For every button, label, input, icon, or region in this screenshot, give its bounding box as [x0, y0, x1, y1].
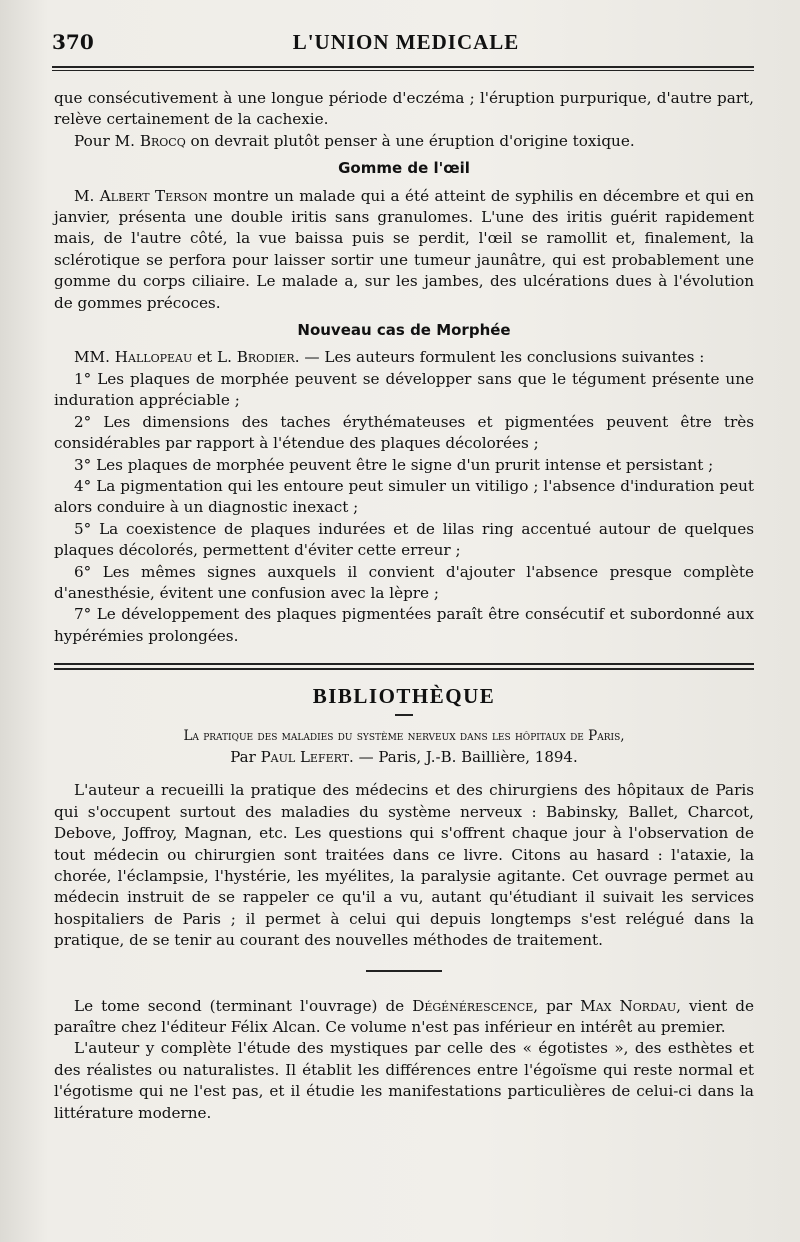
list-item: 5° La coexistence de plaques indurées et de lilas ring accentué autour de quelques plaques décolorés, permettent d'éviter cette erreur ; [54, 519, 754, 560]
text-run: , vient de paraître chez l'éditeur Félix Alcan. Ce volume n'est pas inférieur en intérêt au premier. [54, 996, 754, 1037]
conclusions-list [54, 369, 754, 647]
section-divider [54, 663, 754, 670]
text-run: montre un malade qui a été atteint de syphilis en décembre et qui en janvier, présenta une double iritis sans granulomes. L'une des iritis guérit rapidement mais, de l'autre côté, la vue baissa puis se perdit, l'œil se ramollit et, finalement, la sclérotique se perfora pour laisser sortir une tumeur jaunâtre, qui est probablement une gomme du corps ciliaire. Le malade a, sur les jambes, des ulcérations dues à l'évolution de gommes précoces. [54, 186, 754, 312]
list-item: 1° Les plaques de morphée peuvent se développer sans que le tégument présente une induration appréciable ; [54, 369, 754, 410]
author-name: Max Nordau [580, 996, 677, 1015]
header-rule [52, 66, 754, 71]
list-item: 4° La pigmentation qui les entoure peut simuler un vitiligo ; l'absence d'induration peut alors conduire à un diagnostic inexact ; [54, 476, 754, 517]
bibliotheque-title: BIBLIOTHÈQUE [312, 684, 496, 709]
text-run: , par [533, 996, 581, 1015]
author-name: Brocq [139, 131, 186, 150]
title-underline [395, 714, 413, 716]
list-item: 6° Les mêmes signes auxquels il convient d'ajouter l'absence presque complète d'anesthésie, évitent une confusion avec la lèpre ; [54, 562, 754, 602]
page-number: 370 [52, 30, 94, 54]
author-name: M. Albert Terson [74, 186, 208, 205]
section-heading-morphee: Nouveau cas de Morphée [297, 321, 511, 340]
intro-paragraph: que consécutivement à une longue période d'eczéma ; l'éruption purpurique, d'autre part, relève certainement de la cachexie. [54, 89, 754, 129]
author-name: Paul Lefert [260, 747, 350, 766]
text-run: on devrait plutôt penser à une éruption d'origine toxique. [185, 131, 635, 150]
morphee-intro [54, 347, 754, 368]
journal-title: L'UNION MEDICALE [292, 30, 520, 54]
list-item: 2° Les dimensions des taches érythémateuses et pigmentées peuvent être très considérables par rapport à l'étendue des plaques décolorées ; [54, 412, 754, 453]
book-title: La pratique des maladies du système nerveux dans les hôpitaux de Paris, [183, 727, 625, 744]
book-title-inline: Dégénérescence [412, 996, 534, 1015]
text-run: Le tome second (terminant l'ouvrage) de [74, 996, 413, 1015]
text-run: MM. [74, 348, 115, 367]
closing-paragraph: L'auteur y complète l'étude des mystiques par celle des « égotistes », des esthètes et des réalistes ou naturalistes. Il établit les différences entre l'égoïsme qui reste normal et l'égotisme qui ne l'est pas, et il étudie les manifestations particulières de celui-ci dans la littérature moderne. [54, 1039, 754, 1122]
gomme-paragraph [54, 186, 754, 314]
text-run: Par [230, 747, 261, 766]
notice-paragraph [54, 996, 754, 1039]
page-header [52, 30, 760, 70]
author-name: Brodier [236, 348, 295, 367]
text-run: . — Paris, J.-B. Baillière, 1894. [349, 747, 578, 766]
list-item: 7° Le développement des plaques pigmentées paraît être consécutif et subordonné aux hypérémies prolongées. [54, 605, 754, 645]
review-paragraph: L'auteur a recueilli la pratique des médecins et des chirurgiens des hôpitaux de Paris qui s'occupent surtout des maladies du système nerveux : Babinsky, Ballet, Charcot, Debove, Joffroy, Magnan, etc. Les questions qui s'offrent chaque jour à l'observation de tout médecin ou chirurgien sont traitées dans ce livre. Citons au hasard : l'ataxie, la chorée, l'éclampsie, l'hystérie, les myélites, la paralysie agitante. Cet ouvrage permet au médecin instruit de se rappeler ce qu'il a vu, autant qu'étudiant il suivait les services hospitaliers de Paris ; il permet à celui qui depuis longtemps s'est relégué dans la pratique, de se tenir au courant des nouvelles méthodes de traitement. [54, 781, 754, 950]
brocq-paragraph [54, 131, 754, 152]
text-run: et L. [192, 348, 237, 367]
list-item: 3° Les plaques de morphée peuvent être le signe d'un prurit intense et persistant ; [74, 455, 714, 474]
text-run: Pour M. [74, 131, 140, 150]
divider-rule [366, 970, 442, 972]
text-run: . — Les auteurs formulent les conclusions suivantes : [294, 348, 705, 367]
article-body [54, 88, 754, 1124]
author-name: Hallopeau [114, 348, 193, 367]
book-byline [54, 747, 754, 768]
section-heading-gomme: Gomme de l'œil [338, 159, 470, 178]
